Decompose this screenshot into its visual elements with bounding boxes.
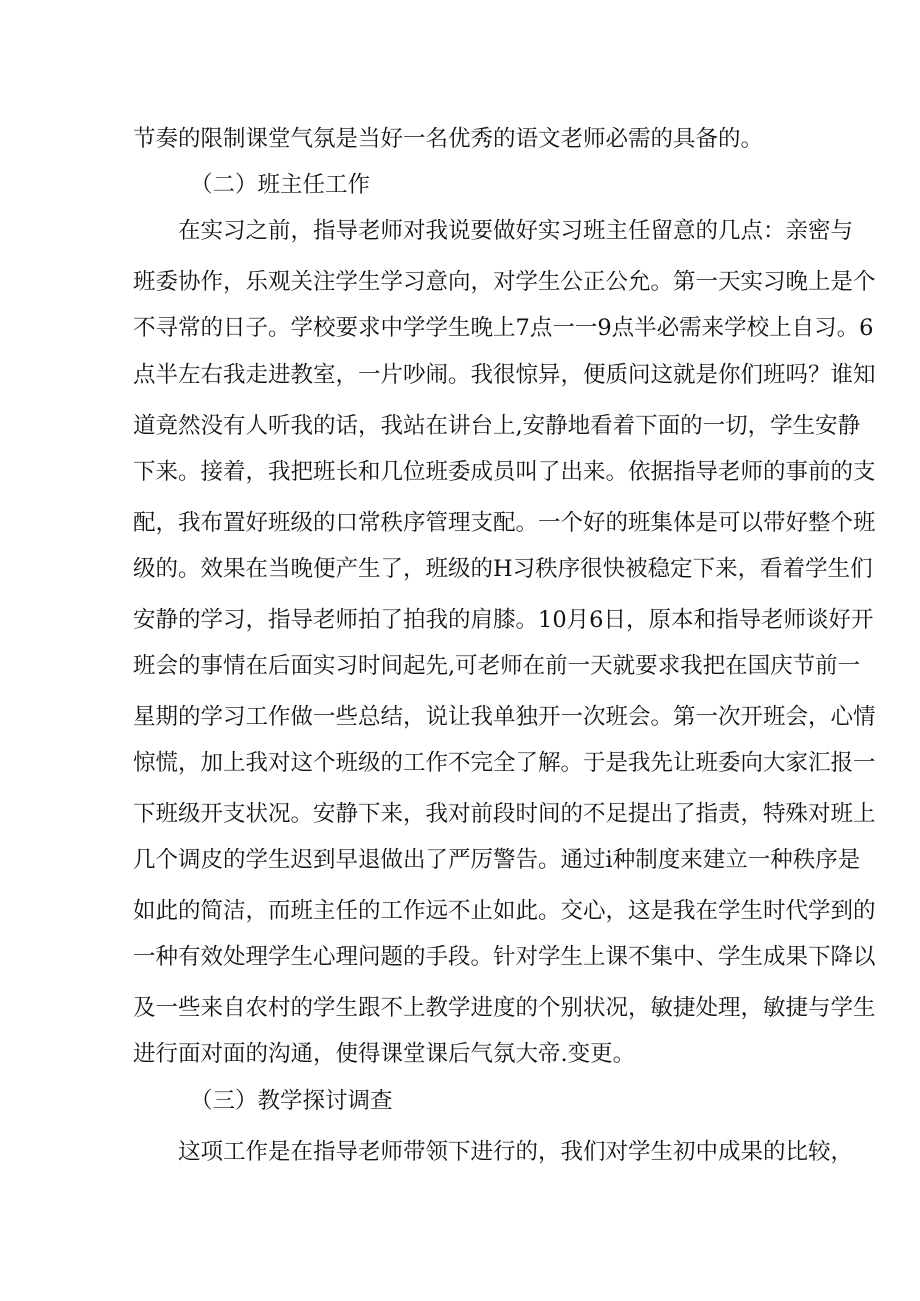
paragraph-line: 级的。效果在当晚便产生了，班级的H习秩序很快被稳定下来，看着学生们: [133, 556, 873, 582]
paragraph-line: 惊慌，加上我对这个班级的工作不完全了解。于是我先让班委向大家汇报一: [133, 750, 876, 776]
paragraph-line: 安静的学习，指导老师拍了拍我的肩膝。10月6日，原本和指导老师谈好开: [133, 607, 874, 633]
paragraph-line: 道竟然没有人听我的话，我站在讲台上,安静地看着下面的一切，学生安静: [133, 413, 861, 439]
paragraph-line: 这项工作是在指导老师带领下进行的，我们对学生初中成果的比较，: [178, 1139, 854, 1165]
paragraph-line: 点半左右我走进教室，一片吵闹。我很惊异，便质问这就是你们班吗？谁知: [133, 362, 876, 388]
paragraph-line: 班会的事情在后面实习时间起先,可老师在前一天就要求我把在国庆节前一: [133, 653, 861, 679]
paragraph-line: 下班级开支状况。安静下来，我对前段时间的不足提出了指责，特殊对班上: [133, 801, 876, 827]
paragraph-line: 星期的学习工作做一些总结，说让我单独开一次班会。第一次开班会，心情: [133, 704, 876, 730]
paragraph-line: 及一些来自农村的学生跟不上教学进度的个别状况，敏捷处理，敏捷与学生: [133, 995, 876, 1021]
paragraph-line: 配，我布置好班级的口常秩序管理支配。一个好的班集体是可以带好整个班: [133, 510, 876, 536]
paragraph-line: 如此的简洁，而班主任的工作远不止如此。交心，这是我在学生时代学到的: [133, 898, 876, 924]
paragraph-line: 班委协作，乐观关注学生学习意向，对学生公正公允。第一天实习晚上是个: [133, 269, 876, 295]
paragraph-line: 节奏的限制课堂气氛是当好一名优秀的语文老师必需的具备的。: [133, 126, 764, 152]
section-heading: （二）班主任工作: [190, 172, 371, 198]
paragraph-line: 在实习之前，指导老师对我说要做好实习班主任留意的几点：亲密与: [178, 218, 854, 244]
paragraph-line: 一种有效处理学生心理问题的手段。针对学生上课不集中、学生成果下降以: [133, 944, 876, 970]
paragraph-line: 下来。接着，我把班长和几位班委成员叫了出来。依据指导老师的事前的支: [133, 459, 876, 485]
paragraph-line: 几个调皮的学生迟到早退做出了严厉警告。通过i种制度来建立一种秩序是: [133, 847, 861, 873]
paragraph-line: 不寻常的日子。学校要求中学学生晚上7点一一9点半必需来学校上自习。6: [133, 315, 874, 341]
paragraph-line: 进行面对面的沟通，使得课堂课后气氛大帝.变更。: [133, 1041, 636, 1067]
section-heading: （三）教学探讨调查: [190, 1088, 393, 1114]
